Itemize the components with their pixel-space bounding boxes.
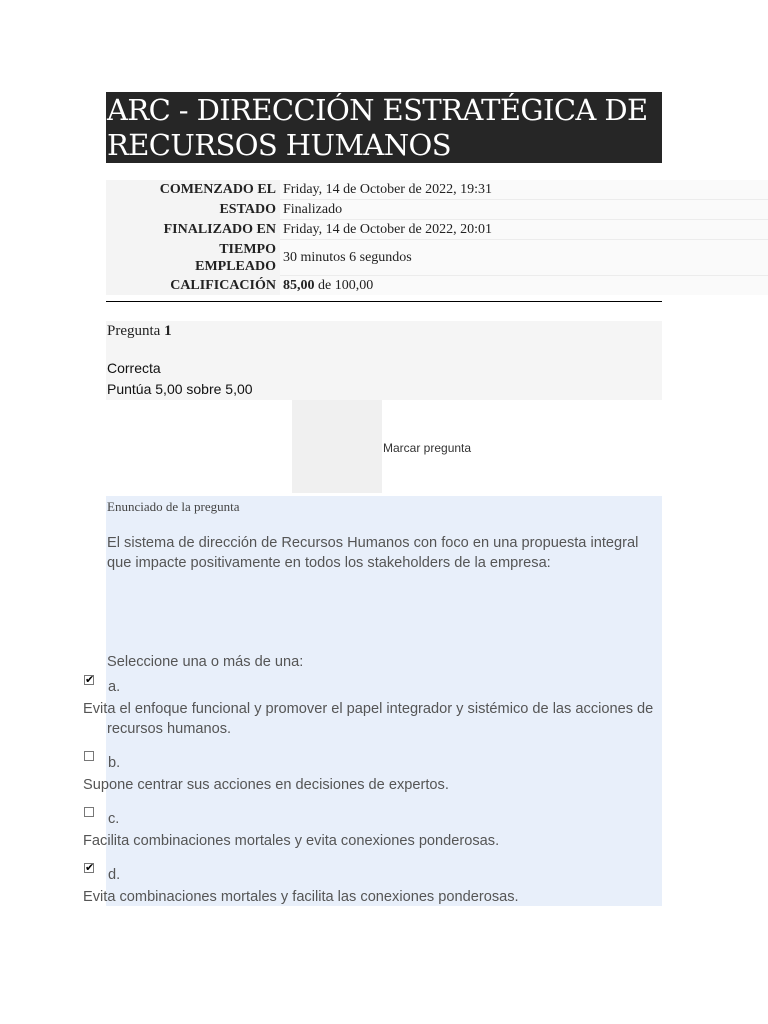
option-b-label: Supone centrar sus acciones en decisiones de expertos. [83, 777, 449, 793]
question-number-prefix: Pregunta [107, 323, 165, 339]
summary-value: Finalizado [280, 200, 768, 220]
option-d-letter: d. [108, 867, 121, 883]
flag-question-button[interactable] [292, 400, 382, 493]
answer-prompt: Seleccione una o más de una: [107, 654, 304, 670]
option-d-text[interactable] [83, 887, 663, 907]
question-number [107, 323, 172, 340]
option-b-text[interactable] [83, 775, 663, 795]
summary-value: Friday, 14 de October de 2022, 20:01 [280, 220, 768, 240]
option-d-label: Evita combinaciones mortales y facilita las conexiones ponderosas. [83, 889, 519, 905]
question-number-value: 1 [164, 323, 172, 339]
question-text: El sistema de dirección de Recursos Humanos con foco en una propuesta integral que impacte positivamente en todos los stakeholders de la empresa: [107, 535, 639, 571]
option-b-letter: b. [108, 755, 121, 771]
summary-divider [106, 301, 662, 302]
grade-score: 85,00 [283, 278, 315, 293]
option-a-checkbox[interactable] [84, 675, 94, 685]
option-c-letter: c. [108, 811, 120, 827]
summary-value [280, 276, 768, 296]
summary-label: COMENZADO EL [106, 180, 280, 200]
summary-label: TIEMPO EMPLEADO [106, 240, 280, 276]
summary-row-started [106, 180, 768, 200]
grade-total: de 100,00 [314, 278, 374, 293]
question-state: Correcta [107, 360, 161, 376]
check-mark-icon: ✔ [85, 862, 95, 874]
summary-label: CALIFICACIÓN [106, 276, 280, 296]
option-a-letter: a. [108, 679, 121, 695]
option-c-label: Facilita combinaciones mortales y evita conexiones ponderosas. [83, 833, 500, 849]
attempt-summary-table [106, 180, 768, 295]
option-b-checkbox[interactable] [84, 751, 94, 761]
question-info-panel [106, 321, 662, 400]
option-d-checkbox[interactable] [84, 863, 94, 873]
summary-label: FINALIZADO EN [106, 220, 280, 240]
check-mark-icon: ✔ [85, 674, 95, 686]
flag-question-label[interactable]: Marcar pregunta [383, 441, 472, 455]
summary-row-finished [106, 220, 768, 240]
summary-row-grade [106, 276, 768, 296]
summary-value: 30 minutos 6 segundos [280, 240, 768, 276]
summary-value: Friday, 14 de October de 2022, 19:31 [280, 180, 768, 200]
summary-label: ESTADO [106, 200, 280, 220]
page-title: ARC - DIRECCIÓN ESTRATÉGICA DE RECURSOS HUMANOS [106, 92, 662, 163]
question-grade: Puntúa 5,00 sobre 5,00 [107, 381, 253, 397]
option-a-text[interactable] [83, 699, 663, 739]
summary-row-state [106, 200, 768, 220]
summary-row-time [106, 240, 768, 276]
option-a-label: Evita el enfoque funcional y promover el papel integrador y sistémico de las acciones de recursos humanos. [83, 701, 654, 737]
question-heading: Enunciado de la pregunta [107, 499, 240, 514]
option-c-text[interactable] [83, 831, 663, 851]
option-c-checkbox[interactable] [84, 807, 94, 817]
